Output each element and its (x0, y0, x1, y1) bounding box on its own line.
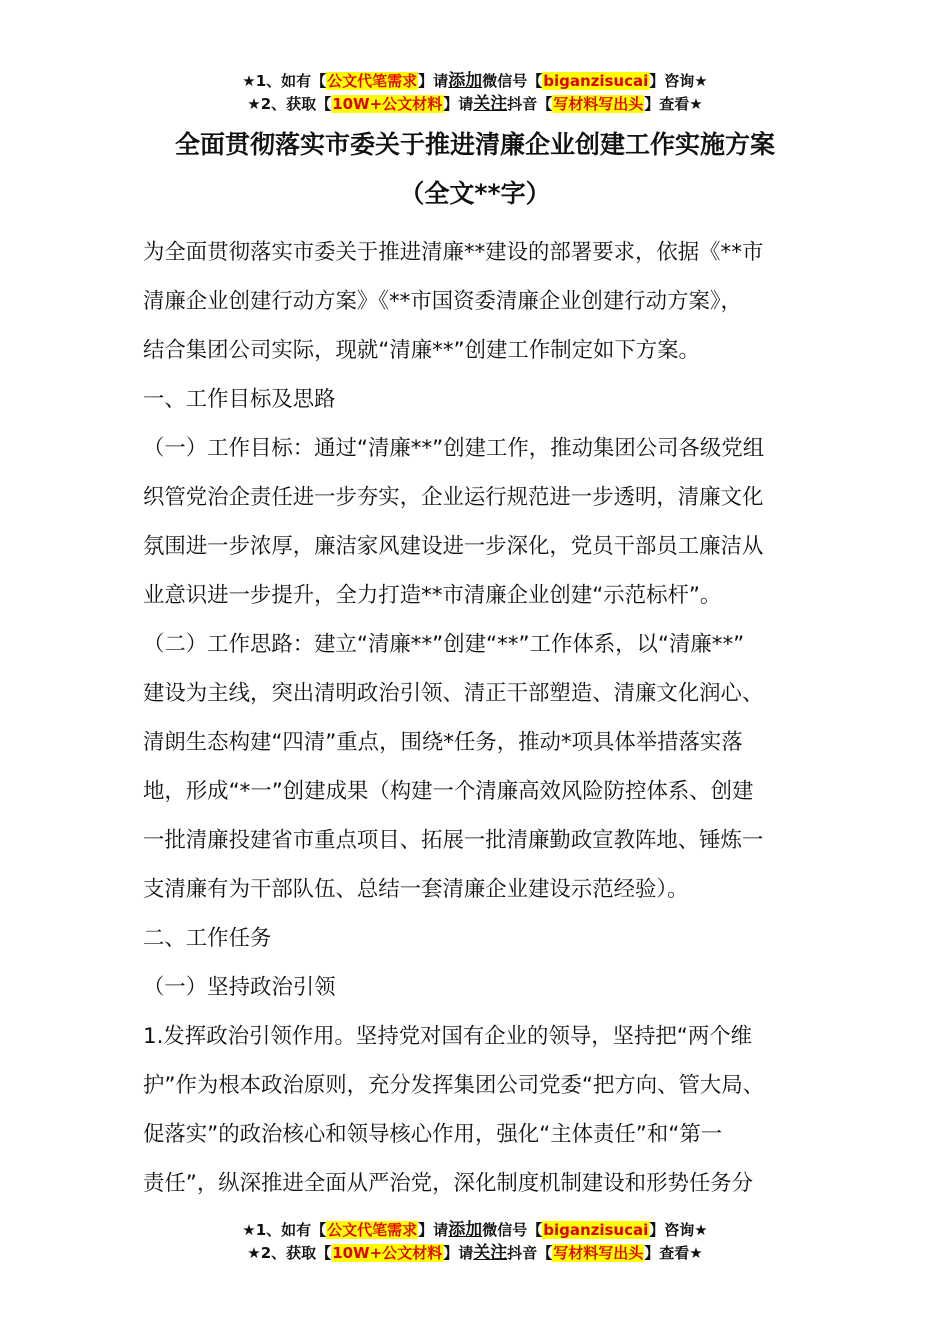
banner-highlight: 10W+公文材料 (332, 1244, 443, 1262)
footer-banner (0, 1219, 950, 1265)
body-line: （一）工作目标：通过“清廉**”创建工作，推动集团公司各级党组 (143, 436, 765, 461)
document-body (143, 228, 828, 1208)
banner-text: 】查看★ (644, 95, 703, 113)
banner-text: 】请 (443, 95, 474, 113)
banner-text: 】请 (418, 72, 449, 90)
body-line: 氛围进一步浓厚，廉洁家风建设进一步深化，党员干部员工廉洁从 (143, 534, 764, 559)
banner-highlight: 公文代笔需求 (327, 72, 418, 90)
banner-line-2 (0, 93, 950, 116)
banner-highlight: biganzisucai (543, 72, 649, 90)
body-line: 结合集团公司实际，现就“清廉**”创建工作制定如下方案。 (143, 338, 700, 363)
banner-highlight: 10W+公文材料 (332, 95, 443, 113)
body-line: 1.发挥政治引领作用。坚持党对国有企业的领导，坚持把“两个维 (143, 1024, 753, 1049)
document-title: 全面贯彻落实市委关于推进清廉企业创建工作实施方案 (174, 130, 775, 159)
banner-line-2 (0, 1242, 950, 1265)
banner-highlight: 写材料写出头 (553, 95, 644, 113)
banner-text: 】查看★ (644, 1244, 703, 1262)
banner-highlight: biganzisucai (543, 1221, 649, 1239)
body-line: 为全面贯彻落实市委关于推进清廉**建设的部署要求，依据《**市 (143, 240, 764, 265)
banner-line-1 (0, 1219, 950, 1242)
banner-text: ★1、如有【 (242, 1221, 327, 1239)
banner-text: 抖音【 (507, 1244, 553, 1262)
header-banner (0, 70, 950, 116)
banner-highlight: 写材料写出头 (553, 1244, 644, 1262)
body-line: 清廉企业创建行动方案》《**市国资委清廉企业创建行动方案》， (143, 289, 742, 314)
body-line: 促落实”的政治核心和领导核心作用，强化“主体责任”和“第一 (143, 1122, 723, 1147)
banner-text: 】咨询★ (649, 72, 708, 90)
body-line: （一）坚持政治引领 (143, 975, 336, 1000)
banner-text: 】请 (418, 1221, 449, 1239)
body-line: 业意识进一步提升，全力打造**市清廉企业创建“示范标杆”。 (143, 583, 722, 608)
banner-line-1 (0, 70, 950, 93)
banner-text: ★2、获取【 (247, 1244, 332, 1262)
banner-text: 微信号【 (482, 72, 543, 90)
body-line: 一批清廉投建省市重点项目、拓展一批清廉勤政宣教阵地、锤炼一 (143, 828, 764, 853)
banner-text: 】请 (443, 1244, 474, 1262)
banner-text: ★2、获取【 (247, 95, 332, 113)
body-line: 建设为主线，突出清明政治引领、清正干部塑造、清廉文化润心、 (143, 681, 764, 706)
body-line: 清朗生态构建“四清”重点，围绕*任务，推动*项具体举措落实落 (143, 730, 743, 755)
banner-text: 】咨询★ (649, 1221, 708, 1239)
banner-text: 微信号【 (482, 1221, 543, 1239)
banner-text: 抖音【 (507, 95, 553, 113)
document-subtitle: （全文**字） (399, 179, 551, 208)
body-line: 织管党治企责任进一步夯实，企业运行规范进一步透明，清廉文化 (143, 485, 764, 510)
banner-highlight: 公文代笔需求 (327, 1221, 418, 1239)
banner-emphasis: 添加 (448, 1220, 483, 1240)
banner-emphasis: 添加 (448, 71, 483, 91)
body-line: 一、工作目标及思路 (143, 387, 336, 412)
banner-text: ★1、如有【 (242, 72, 327, 90)
body-line: 地，形成“*一”创建成果（构建一个清廉高效风险防控体系、创建 (143, 779, 754, 804)
body-line: 护”作为根本政治原则，充分发挥集团公司党委“把方向、管大局、 (143, 1073, 765, 1098)
banner-emphasis: 关注 (473, 1243, 508, 1263)
body-line: （二）工作思路：建立“清廉**”创建“**”工作体系，以“清廉**” (143, 632, 745, 657)
body-line: 责任”，纵深推进全面从严治党，深化制度机制建设和形势任务分 (143, 1171, 754, 1196)
banner-emphasis: 关注 (473, 94, 508, 114)
body-line: 二、工作任务 (143, 926, 272, 951)
body-line: 支清廉有为干部队伍、总结一套清廉企业建设示范经验）。 (143, 877, 689, 902)
